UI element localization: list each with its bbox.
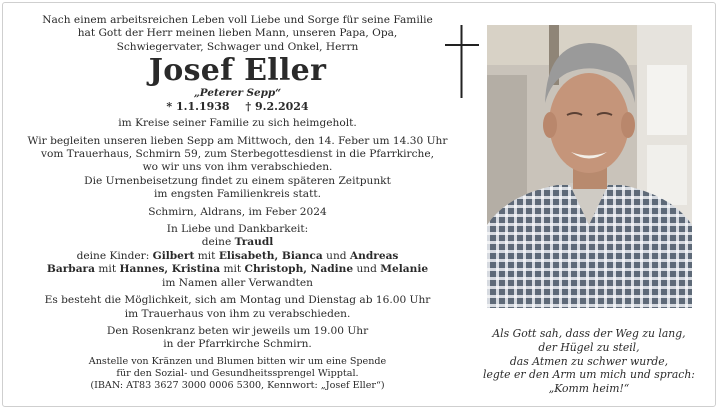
place-date: Schmirn, Aldrans, im Feber 2024 [148,205,327,218]
mourners-wife: deine Traudl [201,236,274,249]
visit-line: Es besteht die Möglichkeit, sich am Montag und Dienstag ab 16.00 Uhr [44,294,431,307]
mourners-relatives: im Namen aller Verwandten [161,276,314,289]
wife-name: Traudl [234,236,274,249]
home-line: im Kreise seiner Familie zu sich heimgeholt. [118,117,357,130]
birth-date: * 1.1.1938 [166,100,230,114]
mourners-children-2: Barbara mit Hannes, Kristina mit Christoph, Nadine und Melanie [46,263,429,276]
funeral-line: im engsten Familienkreis statt. [154,188,321,201]
funeral-line: Die Urnenbeisetzung findet zu einem späteren Zeitpunkt [84,174,391,187]
verse-line: „Komm heim!“ [548,382,630,396]
portrait-photo [487,25,692,308]
memorial-verse [480,327,698,396]
mourners-children: deine Kinder: Gilbert mit Elisabeth, Bianca und Andreas [76,249,399,262]
verse-line: legte er den Arm um mich und sprach: [483,368,695,382]
verse-line: Als Gott sah, dass der Weg zu lang, [492,327,686,340]
obituary-text [10,14,465,392]
rosary-line: in der Pfarrkirche Schmirn. [163,338,312,351]
life-dates [10,100,465,114]
funeral-line: wo wir uns von ihm verabschieden. [142,161,333,174]
donation-line: für den Sozial- und Gesundheitssprengel Wipptal. [116,367,359,379]
intro-line: Schwiegervater, Schwager und Onkel, Herrn [116,40,359,53]
mourners-intro: In Liebe und Dankbarkeit: [166,223,309,236]
intro-line: hat Gott der Herr meinen lieben Mann, unseren Papa, Opa, [77,27,398,40]
cross-icon [445,25,479,98]
rosary-line: Den Rosenkranz beten wir jeweils um 19.00 Uhr [106,324,369,337]
donation-line: Anstelle von Kränzen und Blumen bitten wir um eine Spende [88,355,387,367]
verse-line: das Atmen zu schwer wurde, [509,354,669,368]
visit-line: im Trauerhaus von ihm zu verabschieden. [124,307,351,320]
deceased-name: Josef Eller [148,53,327,89]
death-date: † 9.2.2024 [245,100,309,114]
intro-line: Nach einem arbeitsreichen Leben voll Liebe und Sorge für seine Familie [42,14,433,26]
funeral-line: Wir begleiten unseren lieben Sepp am Mittwoch, den 14. Feber um 14.30 Uhr [27,134,448,147]
nickname: „Peterer Sepp“ [193,87,282,100]
verse-line: der Hügel zu steil, [538,340,640,354]
funeral-line: vom Trauerhaus, Schmirn 59, zum Sterbegottesdienst in die Pfarrkirche, [41,148,434,161]
donation-line: (IBAN: AT83 3627 3000 0006 5300, Kennwort: „Josef Eller“) [90,379,385,391]
